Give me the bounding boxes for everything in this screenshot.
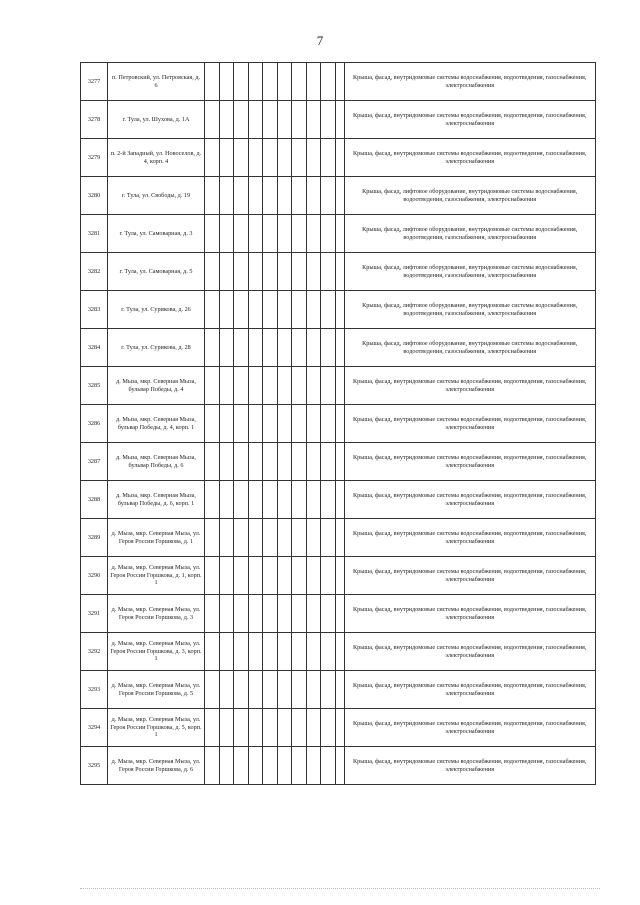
- empty-grid-cell: [219, 215, 234, 253]
- table-row: [81, 367, 596, 405]
- empty-grid-cell: [321, 633, 336, 671]
- empty-grid-cell: [219, 291, 234, 329]
- address-cell: д. Мыза, мкр. Северная Мыза, ул. Героя России Горшкова, д. 6: [108, 747, 205, 785]
- empty-grid-cell: [277, 519, 292, 557]
- works-cell: Крыша, фасад, внутридомовые системы водоснабжения, водоотведения, газоснабжения, электроснабжения: [344, 747, 596, 785]
- empty-grid-cell: [205, 481, 220, 519]
- empty-grid-cell: [263, 595, 278, 633]
- works-cell: Крыша, фасад, внутридомовые системы водоснабжения, водоотведения, газоснабжения, электроснабжения: [344, 633, 596, 671]
- address-cell: п. 2-й Западный, ул. Новоселов, д. 4, корп. 4: [108, 139, 205, 177]
- empty-grid-cell: [292, 747, 307, 785]
- table-row: [81, 481, 596, 519]
- empty-grid-cell: [205, 177, 220, 215]
- empty-grid-cell: [292, 101, 307, 139]
- empty-grid-cell: [321, 329, 336, 367]
- empty-grid-cell: [219, 481, 234, 519]
- table-row: [81, 253, 596, 291]
- empty-grid-cell: [306, 633, 321, 671]
- empty-grid-cell: [234, 215, 249, 253]
- address-cell: д. Мыза, мкр. Северная Мыза, ул. Героя России Горшкова, д. 1, корп. 1: [108, 557, 205, 595]
- empty-grid-cell: [335, 595, 344, 633]
- empty-grid-cell: [306, 405, 321, 443]
- empty-grid-cell: [219, 709, 234, 747]
- empty-grid-cell: [205, 329, 220, 367]
- works-cell: Крыша, фасад, внутридомовые системы водоснабжения, водоотведения, газоснабжения, электроснабжения: [344, 367, 596, 405]
- empty-grid-cell: [306, 63, 321, 101]
- row-number: 3291: [81, 595, 108, 633]
- empty-grid-cell: [292, 139, 307, 177]
- empty-grid-cell: [277, 329, 292, 367]
- address-cell: д. Мыза, мкр. Северная Мыза, ул. Героя России Горшкова, д. 3, корп. 1: [108, 633, 205, 671]
- empty-grid-cell: [248, 481, 263, 519]
- empty-grid-cell: [263, 443, 278, 481]
- row-number: 3288: [81, 481, 108, 519]
- empty-grid-cell: [234, 405, 249, 443]
- empty-grid-cell: [292, 215, 307, 253]
- empty-grid-cell: [234, 291, 249, 329]
- empty-grid-cell: [277, 595, 292, 633]
- empty-grid-cell: [306, 557, 321, 595]
- empty-grid-cell: [335, 63, 344, 101]
- empty-grid-cell: [306, 329, 321, 367]
- works-cell: Крыша, фасад, внутридомовые системы водоснабжения, водоотведения, газоснабжения, электроснабжения: [344, 595, 596, 633]
- empty-grid-cell: [248, 367, 263, 405]
- empty-grid-cell: [248, 709, 263, 747]
- empty-grid-cell: [277, 63, 292, 101]
- row-number: 3277: [81, 63, 108, 101]
- row-number: 3281: [81, 215, 108, 253]
- empty-grid-cell: [277, 633, 292, 671]
- address-cell: д. Мыза, мкр. Северная Мыза, бульвар Победы, д. 4, корп. 1: [108, 405, 205, 443]
- empty-grid-cell: [219, 633, 234, 671]
- table-row: [81, 177, 596, 215]
- empty-grid-cell: [205, 519, 220, 557]
- works-cell: Крыша, фасад, лифтовое оборудование, внутридомовые системы водоснабжения, водоотведения, газоснабжения, электроснабжения: [344, 253, 596, 291]
- row-number: 3283: [81, 291, 108, 329]
- empty-grid-cell: [306, 747, 321, 785]
- empty-grid-cell: [219, 671, 234, 709]
- address-cell: г. Тула, ул. Сурикова, д. 26: [108, 291, 205, 329]
- empty-grid-cell: [277, 747, 292, 785]
- empty-grid-cell: [335, 747, 344, 785]
- row-number: 3282: [81, 253, 108, 291]
- empty-grid-cell: [292, 557, 307, 595]
- empty-grid-cell: [306, 291, 321, 329]
- empty-grid-cell: [277, 291, 292, 329]
- empty-grid-cell: [335, 139, 344, 177]
- table-row: [81, 215, 596, 253]
- empty-grid-cell: [263, 671, 278, 709]
- address-cell: д. Мыза, мкр. Северная Мыза, бульвар Победы, д. 6, корп. 1: [108, 481, 205, 519]
- empty-grid-cell: [248, 177, 263, 215]
- empty-grid-cell: [335, 443, 344, 481]
- page-bottom-edge: [80, 888, 600, 890]
- empty-grid-cell: [234, 329, 249, 367]
- empty-grid-cell: [263, 101, 278, 139]
- works-cell: Крыша, фасад, внутридомовые системы водоснабжения, водоотведения, газоснабжения, электроснабжения: [344, 139, 596, 177]
- empty-grid-cell: [321, 671, 336, 709]
- empty-grid-cell: [205, 215, 220, 253]
- table-row: [81, 101, 596, 139]
- empty-grid-cell: [321, 557, 336, 595]
- empty-grid-cell: [248, 405, 263, 443]
- empty-grid-cell: [219, 443, 234, 481]
- empty-grid-cell: [306, 671, 321, 709]
- empty-grid-cell: [335, 329, 344, 367]
- empty-grid-cell: [335, 671, 344, 709]
- empty-grid-cell: [248, 595, 263, 633]
- empty-grid-cell: [248, 633, 263, 671]
- empty-grid-cell: [321, 139, 336, 177]
- housing-registry-table: [80, 62, 596, 785]
- empty-grid-cell: [292, 443, 307, 481]
- table-row: [81, 405, 596, 443]
- row-number: 3293: [81, 671, 108, 709]
- empty-grid-cell: [234, 557, 249, 595]
- empty-grid-cell: [292, 671, 307, 709]
- empty-grid-cell: [219, 367, 234, 405]
- empty-grid-cell: [248, 519, 263, 557]
- row-number: 3278: [81, 101, 108, 139]
- empty-grid-cell: [219, 519, 234, 557]
- empty-grid-cell: [306, 443, 321, 481]
- works-cell: Крыша, фасад, лифтовое оборудование, внутридомовые системы водоснабжения, водоотведения, газоснабжения, электроснабжения: [344, 177, 596, 215]
- empty-grid-cell: [277, 215, 292, 253]
- empty-grid-cell: [234, 367, 249, 405]
- empty-grid-cell: [292, 329, 307, 367]
- empty-grid-cell: [335, 177, 344, 215]
- empty-grid-cell: [335, 519, 344, 557]
- empty-grid-cell: [263, 633, 278, 671]
- works-cell: Крыша, фасад, лифтовое оборудование, внутридомовые системы водоснабжения, водоотведения, газоснабжения, электроснабжения: [344, 291, 596, 329]
- empty-grid-cell: [248, 291, 263, 329]
- empty-grid-cell: [205, 671, 220, 709]
- empty-grid-cell: [205, 253, 220, 291]
- works-cell: Крыша, фасад, лифтовое оборудование, внутридомовые системы водоснабжения, водоотведения, газоснабжения, электроснабжения: [344, 215, 596, 253]
- empty-grid-cell: [219, 557, 234, 595]
- empty-grid-cell: [277, 481, 292, 519]
- row-number: 3285: [81, 367, 108, 405]
- empty-grid-cell: [306, 253, 321, 291]
- empty-grid-cell: [219, 101, 234, 139]
- empty-grid-cell: [205, 633, 220, 671]
- empty-grid-cell: [219, 595, 234, 633]
- empty-grid-cell: [292, 291, 307, 329]
- table-row: [81, 709, 596, 747]
- address-cell: д. Мыза, мкр. Северная Мыза, ул. Героя России Горшкова, д. 5: [108, 671, 205, 709]
- table-row: [81, 557, 596, 595]
- empty-grid-cell: [321, 253, 336, 291]
- empty-grid-cell: [277, 367, 292, 405]
- table-row: [81, 747, 596, 785]
- empty-grid-cell: [306, 215, 321, 253]
- table-row: [81, 139, 596, 177]
- works-cell: Крыша, фасад, внутридомовые системы водоснабжения, водоотведения, газоснабжения, электроснабжения: [344, 63, 596, 101]
- works-cell: Крыша, фасад, внутридомовые системы водоснабжения, водоотведения, газоснабжения, электроснабжения: [344, 709, 596, 747]
- works-cell: Крыша, фасад, внутридомовые системы водоснабжения, водоотведения, газоснабжения, электроснабжения: [344, 405, 596, 443]
- empty-grid-cell: [277, 101, 292, 139]
- empty-grid-cell: [205, 63, 220, 101]
- empty-grid-cell: [335, 481, 344, 519]
- empty-grid-cell: [306, 595, 321, 633]
- empty-grid-cell: [263, 253, 278, 291]
- empty-grid-cell: [321, 177, 336, 215]
- row-number: 3290: [81, 557, 108, 595]
- empty-grid-cell: [321, 519, 336, 557]
- empty-grid-cell: [248, 253, 263, 291]
- empty-grid-cell: [292, 405, 307, 443]
- empty-grid-cell: [292, 367, 307, 405]
- empty-grid-cell: [306, 519, 321, 557]
- empty-grid-cell: [306, 101, 321, 139]
- works-cell: Крыша, фасад, внутридомовые системы водоснабжения, водоотведения, газоснабжения, электроснабжения: [344, 519, 596, 557]
- empty-grid-cell: [234, 101, 249, 139]
- table-row: [81, 671, 596, 709]
- empty-grid-cell: [263, 329, 278, 367]
- table-row: [81, 63, 596, 101]
- empty-grid-cell: [234, 139, 249, 177]
- empty-grid-cell: [292, 253, 307, 291]
- empty-grid-cell: [277, 405, 292, 443]
- empty-grid-cell: [205, 709, 220, 747]
- empty-grid-cell: [263, 139, 278, 177]
- empty-grid-cell: [321, 405, 336, 443]
- empty-grid-cell: [205, 557, 220, 595]
- empty-grid-cell: [321, 709, 336, 747]
- table-row: [81, 595, 596, 633]
- empty-grid-cell: [306, 481, 321, 519]
- empty-grid-cell: [234, 481, 249, 519]
- empty-grid-cell: [277, 177, 292, 215]
- address-cell: д. Мыза, мкр. Северная Мыза, бульвар Победы, д. 6: [108, 443, 205, 481]
- empty-grid-cell: [205, 367, 220, 405]
- empty-grid-cell: [234, 253, 249, 291]
- row-number: 3287: [81, 443, 108, 481]
- empty-grid-cell: [277, 139, 292, 177]
- empty-grid-cell: [277, 253, 292, 291]
- empty-grid-cell: [321, 215, 336, 253]
- empty-grid-cell: [263, 709, 278, 747]
- empty-grid-cell: [263, 215, 278, 253]
- address-cell: г. Тула, ул. Сурикова, д. 28: [108, 329, 205, 367]
- address-cell: г. Тула, ул. Самоварная, д. 3: [108, 215, 205, 253]
- table-row: [81, 329, 596, 367]
- empty-grid-cell: [263, 519, 278, 557]
- empty-grid-cell: [263, 481, 278, 519]
- empty-grid-cell: [219, 253, 234, 291]
- empty-grid-cell: [335, 367, 344, 405]
- empty-grid-cell: [248, 329, 263, 367]
- works-cell: Крыша, фасад, лифтовое оборудование, внутридомовые системы водоснабжения, водоотведения, газоснабжения, электроснабжения: [344, 329, 596, 367]
- empty-grid-cell: [321, 367, 336, 405]
- empty-grid-cell: [321, 747, 336, 785]
- empty-grid-cell: [321, 481, 336, 519]
- empty-grid-cell: [234, 747, 249, 785]
- empty-grid-cell: [234, 177, 249, 215]
- empty-grid-cell: [205, 101, 220, 139]
- empty-grid-cell: [234, 671, 249, 709]
- empty-grid-cell: [277, 709, 292, 747]
- table-row: [81, 291, 596, 329]
- empty-grid-cell: [335, 291, 344, 329]
- empty-grid-cell: [335, 557, 344, 595]
- empty-grid-cell: [219, 747, 234, 785]
- empty-grid-cell: [292, 595, 307, 633]
- address-cell: г. Тула, ул. Самоварная, д. 5: [108, 253, 205, 291]
- row-number: 3295: [81, 747, 108, 785]
- empty-grid-cell: [248, 63, 263, 101]
- empty-grid-cell: [306, 177, 321, 215]
- empty-grid-cell: [277, 671, 292, 709]
- address-cell: г. Тула, ул. Свободы, д. 19: [108, 177, 205, 215]
- works-cell: Крыша, фасад, внутридомовые системы водоснабжения, водоотведения, газоснабжения, электроснабжения: [344, 481, 596, 519]
- empty-grid-cell: [234, 595, 249, 633]
- empty-grid-cell: [248, 747, 263, 785]
- row-number: 3284: [81, 329, 108, 367]
- empty-grid-cell: [292, 519, 307, 557]
- empty-grid-cell: [205, 139, 220, 177]
- empty-grid-cell: [248, 557, 263, 595]
- table-row: [81, 443, 596, 481]
- table-row: [81, 519, 596, 557]
- empty-grid-cell: [263, 557, 278, 595]
- empty-grid-cell: [321, 63, 336, 101]
- empty-grid-cell: [219, 405, 234, 443]
- empty-grid-cell: [292, 63, 307, 101]
- empty-grid-cell: [219, 139, 234, 177]
- row-number: 3289: [81, 519, 108, 557]
- works-cell: Крыша, фасад, внутридомовые системы водоснабжения, водоотведения, газоснабжения, электроснабжения: [344, 101, 596, 139]
- empty-grid-cell: [263, 63, 278, 101]
- table-body: [81, 63, 596, 785]
- empty-grid-cell: [335, 253, 344, 291]
- row-number: 3292: [81, 633, 108, 671]
- empty-grid-cell: [335, 633, 344, 671]
- empty-grid-cell: [205, 747, 220, 785]
- address-cell: д. Мыза, мкр. Северная Мыза, ул. Героя России Горшкова, д. 5, корп. 1: [108, 709, 205, 747]
- empty-grid-cell: [248, 443, 263, 481]
- empty-grid-cell: [248, 671, 263, 709]
- empty-grid-cell: [263, 747, 278, 785]
- empty-grid-cell: [205, 443, 220, 481]
- row-number: 3279: [81, 139, 108, 177]
- row-number: 3294: [81, 709, 108, 747]
- empty-grid-cell: [335, 215, 344, 253]
- empty-grid-cell: [205, 595, 220, 633]
- empty-grid-cell: [321, 595, 336, 633]
- address-cell: д. Мыза, мкр. Северная Мыза, ул. Героя России Горшкова, д. 1: [108, 519, 205, 557]
- empty-grid-cell: [335, 101, 344, 139]
- empty-grid-cell: [306, 139, 321, 177]
- empty-grid-cell: [292, 709, 307, 747]
- works-cell: Крыша, фасад, внутридомовые системы водоснабжения, водоотведения, газоснабжения, электроснабжения: [344, 671, 596, 709]
- empty-grid-cell: [306, 367, 321, 405]
- table-row: [81, 633, 596, 671]
- empty-grid-cell: [263, 177, 278, 215]
- empty-grid-cell: [234, 519, 249, 557]
- empty-grid-cell: [292, 177, 307, 215]
- works-cell: Крыша, фасад, внутридомовые системы водоснабжения, водоотведения, газоснабжения, электроснабжения: [344, 443, 596, 481]
- empty-grid-cell: [234, 633, 249, 671]
- empty-grid-cell: [292, 633, 307, 671]
- empty-grid-cell: [292, 481, 307, 519]
- empty-grid-cell: [335, 405, 344, 443]
- address-cell: г. Тула, ул. Шухова, д. 1А: [108, 101, 205, 139]
- empty-grid-cell: [321, 443, 336, 481]
- empty-grid-cell: [335, 709, 344, 747]
- empty-grid-cell: [277, 557, 292, 595]
- empty-grid-cell: [321, 291, 336, 329]
- empty-grid-cell: [248, 101, 263, 139]
- row-number: 3280: [81, 177, 108, 215]
- empty-grid-cell: [248, 215, 263, 253]
- empty-grid-cell: [248, 139, 263, 177]
- empty-grid-cell: [219, 63, 234, 101]
- empty-grid-cell: [219, 329, 234, 367]
- empty-grid-cell: [234, 443, 249, 481]
- empty-grid-cell: [205, 291, 220, 329]
- row-number: 3286: [81, 405, 108, 443]
- empty-grid-cell: [205, 405, 220, 443]
- empty-grid-cell: [321, 101, 336, 139]
- empty-grid-cell: [234, 709, 249, 747]
- empty-grid-cell: [219, 177, 234, 215]
- empty-grid-cell: [263, 405, 278, 443]
- empty-grid-cell: [277, 443, 292, 481]
- address-cell: д. Мыза, мкр. Северная Мыза, бульвар Победы, д. 4: [108, 367, 205, 405]
- empty-grid-cell: [263, 367, 278, 405]
- empty-grid-cell: [263, 291, 278, 329]
- empty-grid-cell: [234, 63, 249, 101]
- address-cell: п. Петровский, ул. Петровская, д. 6: [108, 63, 205, 101]
- empty-grid-cell: [306, 709, 321, 747]
- address-cell: д. Мыза, мкр. Северная Мыза, ул. Героя России Горшкова, д. 3: [108, 595, 205, 633]
- works-cell: Крыша, фасад, внутридомовые системы водоснабжения, водоотведения, газоснабжения, электроснабжения: [344, 557, 596, 595]
- page-number: 7: [316, 33, 324, 48]
